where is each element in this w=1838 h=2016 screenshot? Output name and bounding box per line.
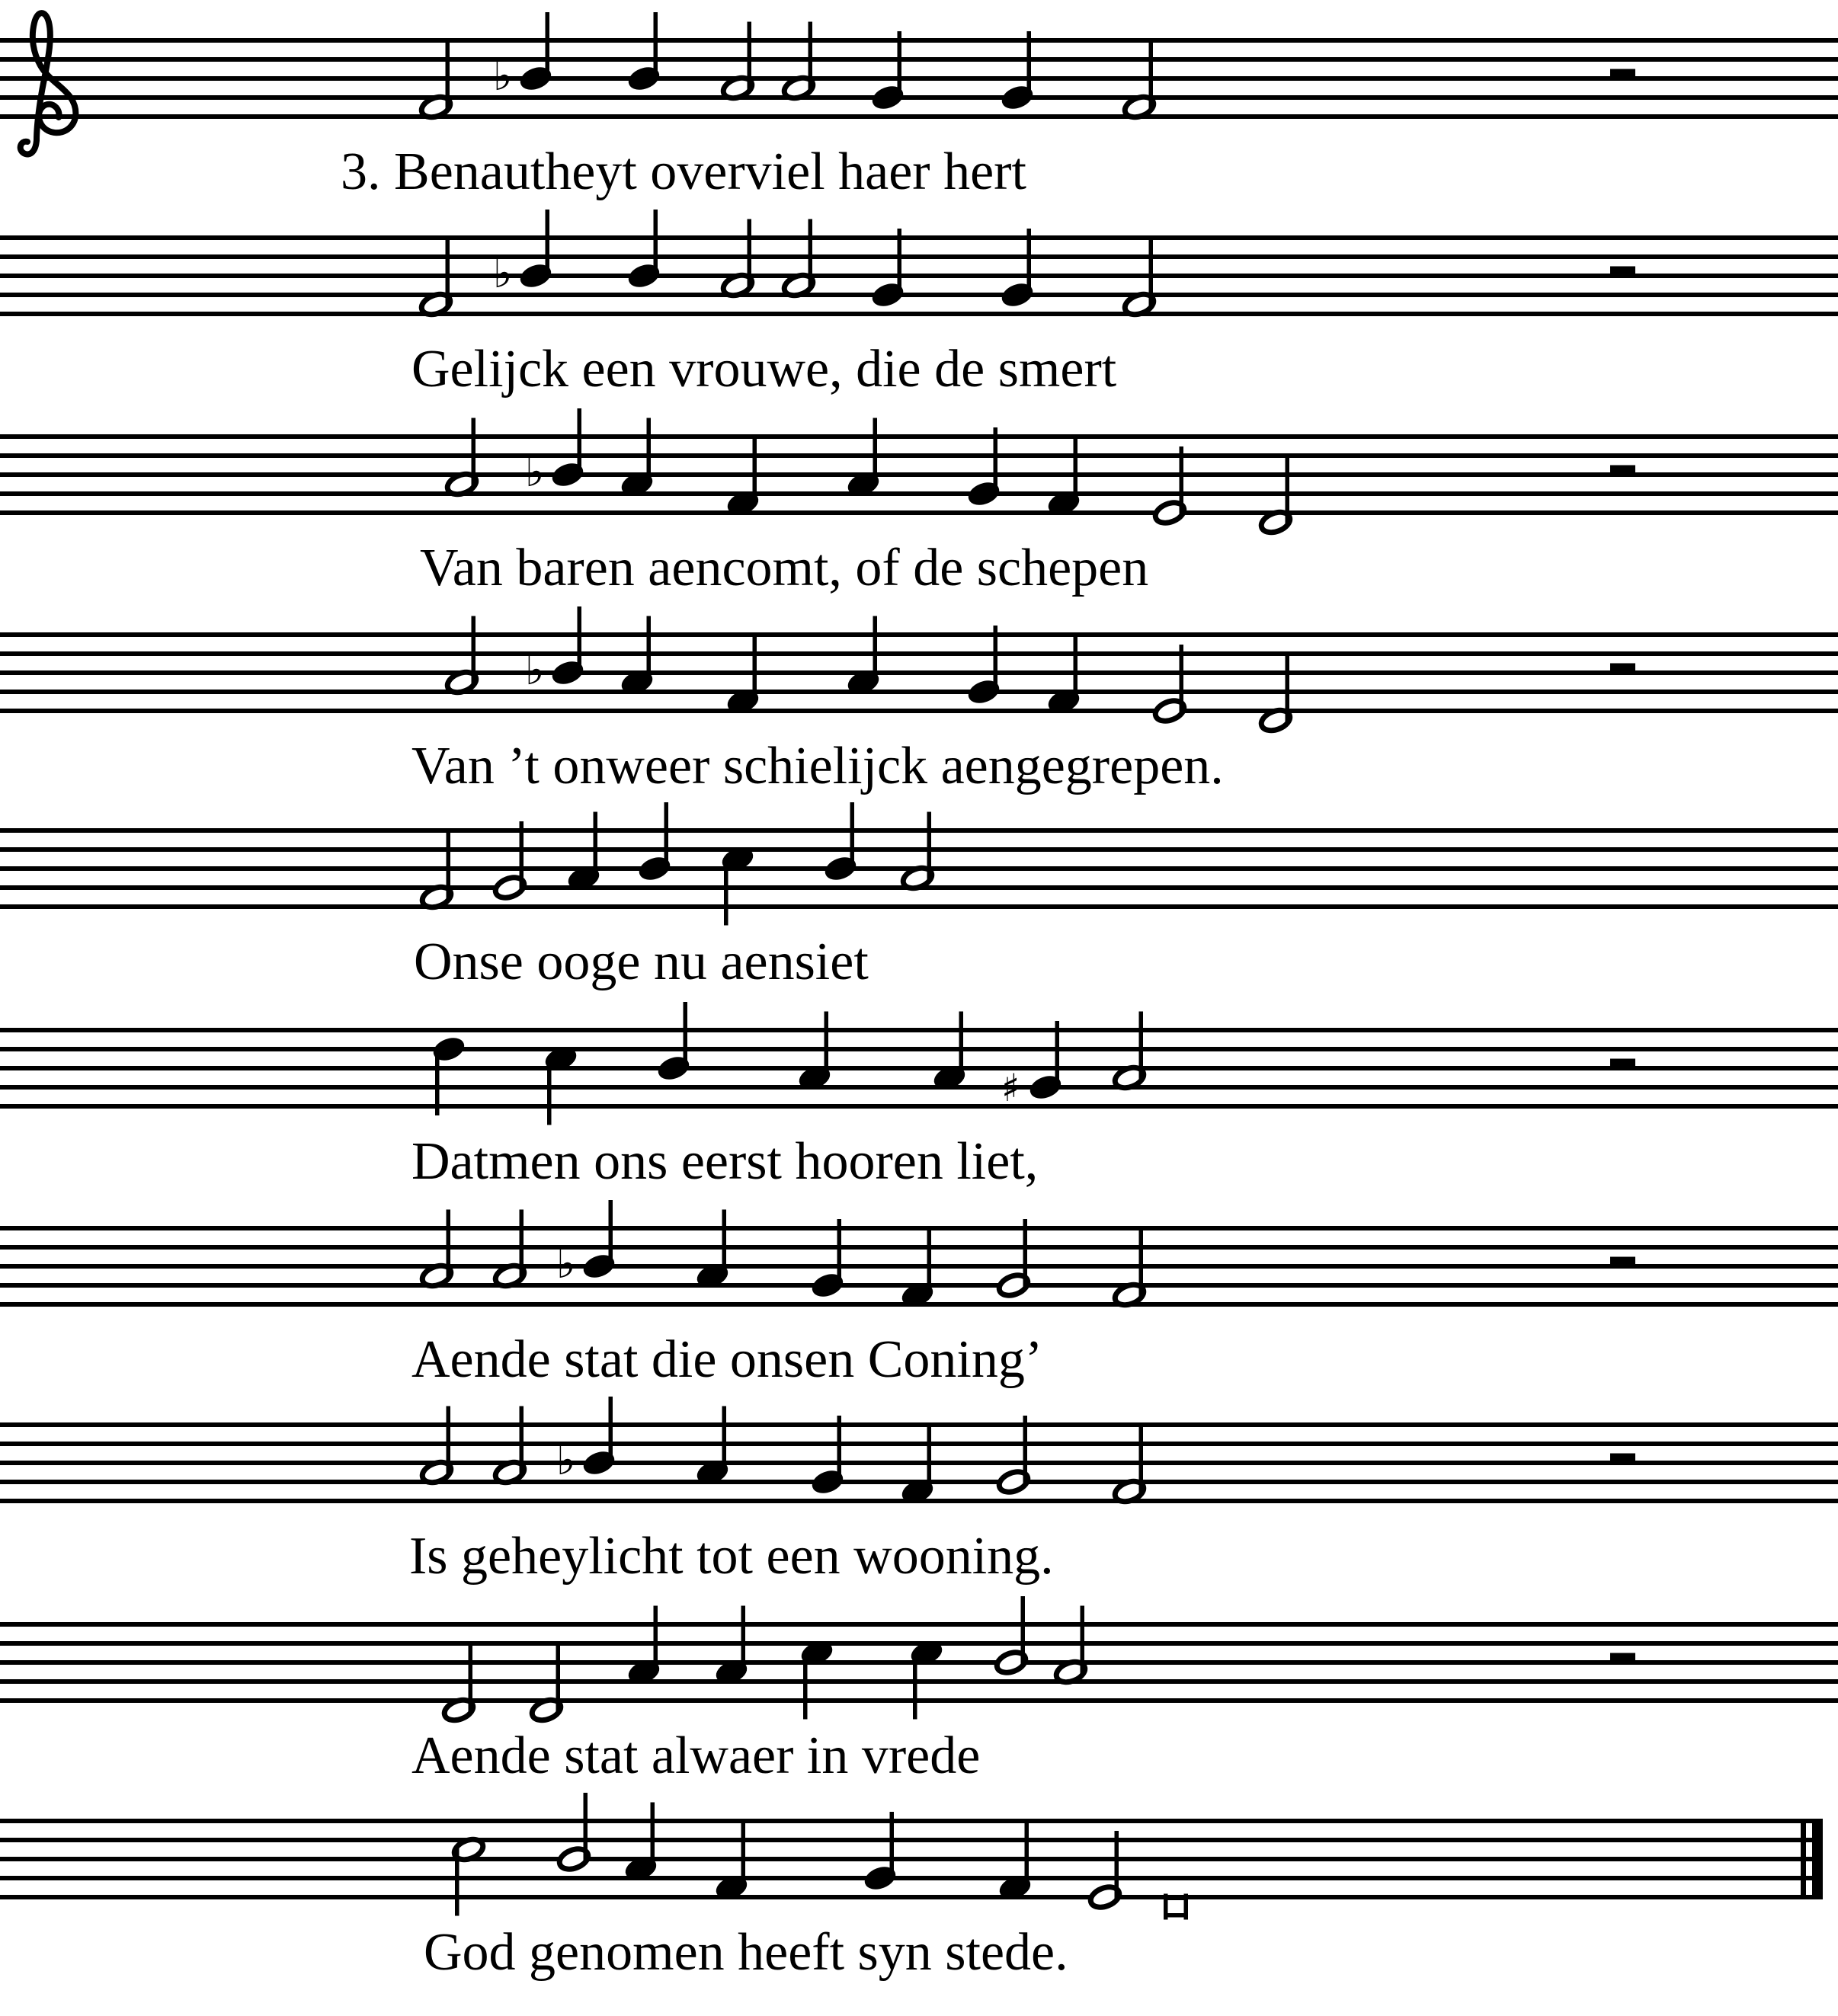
- staff-line: [0, 670, 1838, 675]
- note-stem: [959, 1012, 964, 1080]
- note-stem: [654, 210, 658, 277]
- note-stem: [850, 802, 855, 870]
- note-stem: [472, 616, 476, 684]
- note-stem: [1027, 229, 1032, 296]
- lyric-line-10: God genomen heeft syn stede.: [424, 1923, 1068, 1982]
- note-stem: [1149, 41, 1154, 109]
- lyric-line-4: Van ’t onweer schielijck aengegrepen.: [411, 737, 1224, 795]
- staff-line: [0, 828, 1838, 833]
- half-rest: [1610, 1454, 1635, 1464]
- note-stem: [609, 1397, 613, 1464]
- staff-line: [0, 491, 1838, 496]
- note-stem: [447, 1210, 451, 1278]
- staff-line: [0, 1245, 1838, 1250]
- note-stem: [890, 1812, 895, 1880]
- staff-line: [0, 1028, 1838, 1032]
- note-stem: [435, 1048, 440, 1115]
- staff-line: [0, 274, 1838, 278]
- note-stem: [1074, 635, 1078, 703]
- staff-line: [0, 904, 1838, 909]
- lyric-line-3: Van baren aencomt, of de schepen: [420, 539, 1149, 597]
- staff-line: [0, 1857, 1823, 1861]
- staff-line: [0, 57, 1838, 62]
- staff-line: [0, 1047, 1838, 1051]
- staff-line: [0, 709, 1838, 713]
- staff-line: [0, 690, 1838, 694]
- staff-line: [0, 254, 1838, 259]
- half-rest: [1610, 1653, 1635, 1663]
- lyric-line-6: Datmen ons eerst hooren liet,: [411, 1132, 1039, 1191]
- note-stem: [927, 1229, 932, 1297]
- note-stem: [803, 1652, 808, 1720]
- note-stem: [825, 1012, 829, 1080]
- note-stem: [447, 1406, 451, 1474]
- staff-line: [0, 1622, 1838, 1627]
- staff-line: [0, 1819, 1823, 1823]
- staff-line: [0, 1838, 1823, 1842]
- note-stem: [1023, 1219, 1028, 1287]
- staff-line: [0, 1104, 1838, 1109]
- half-rest: [1610, 466, 1635, 475]
- note-stem: [898, 31, 902, 99]
- note-stem: [994, 626, 998, 693]
- note-stem: [741, 1606, 746, 1674]
- note-stem: [447, 831, 451, 899]
- staff-line: [0, 1698, 1838, 1703]
- note-stem: [837, 1219, 842, 1287]
- note-stem: [898, 229, 902, 296]
- note-stem: [546, 12, 550, 80]
- note-stem: [472, 418, 476, 486]
- staff-line: [0, 312, 1838, 316]
- staff-line: [0, 1264, 1838, 1269]
- staff-line: [0, 1422, 1838, 1427]
- staff-line: [0, 1226, 1838, 1230]
- note-stem: [1180, 446, 1184, 514]
- lyric-line-9: Aende stat alwaer in vrede: [411, 1726, 981, 1785]
- notation-layer: [0, 12, 1838, 1920]
- note-stem: [556, 1644, 561, 1712]
- staff-line: [0, 95, 1838, 100]
- flat-icon: ♭: [493, 52, 513, 100]
- staff-line: [0, 76, 1838, 81]
- staff-line: [0, 434, 1838, 439]
- note-stem: [741, 1822, 746, 1890]
- half-rest: [1610, 1059, 1635, 1069]
- note-stem: [1115, 1831, 1119, 1899]
- note-stem: [1027, 31, 1032, 99]
- staff-line: [0, 114, 1838, 119]
- final-barline-thick: [1812, 1819, 1823, 1899]
- note-stem: [578, 606, 582, 674]
- staff-line: [0, 1066, 1838, 1070]
- note-stem: [809, 22, 813, 90]
- note-stem: [546, 210, 550, 277]
- note-stem: [837, 1416, 842, 1483]
- lyric-line-7: Aende stat die onsen Coning’: [411, 1330, 1043, 1389]
- note-stem: [654, 1606, 658, 1674]
- note-stem: [651, 1803, 655, 1870]
- note-stem: [873, 418, 878, 486]
- note-stem: [520, 821, 524, 889]
- note-stem: [594, 812, 598, 880]
- flat-icon: ♭: [556, 1240, 576, 1288]
- note-stem: [1180, 645, 1184, 712]
- half-rest: [1610, 267, 1635, 277]
- staff-line: [0, 1895, 1823, 1899]
- note-stem: [748, 219, 752, 287]
- note-stem: [927, 1426, 932, 1493]
- half-rest: [1610, 69, 1635, 79]
- staff-line: [0, 472, 1838, 477]
- half-rest: [1610, 1257, 1635, 1267]
- note-stem: [722, 1210, 727, 1278]
- note-stem: [664, 802, 669, 870]
- note-stem: [455, 1848, 460, 1916]
- note-stem: [1081, 1606, 1085, 1674]
- note-stem: [1286, 654, 1290, 722]
- note-stem: [1074, 437, 1078, 505]
- staff-line: [0, 293, 1838, 297]
- flat-icon: ♭: [525, 448, 545, 496]
- staff-line: [0, 632, 1838, 637]
- note-stem: [654, 12, 658, 80]
- half-rest: [1610, 664, 1635, 674]
- staff-line: [0, 510, 1838, 515]
- note-stem: [609, 1200, 613, 1268]
- note-stem: [1139, 1426, 1144, 1493]
- note-stem: [469, 1644, 473, 1712]
- breve-notehead: [1164, 1894, 1168, 1920]
- breve-notehead: [1184, 1894, 1189, 1920]
- note-stem: [1286, 456, 1290, 524]
- flat-icon: ♭: [556, 1436, 576, 1484]
- flat-icon: ♭: [525, 646, 545, 694]
- note-stem: [873, 616, 878, 684]
- staff-line: [0, 235, 1838, 240]
- lyric-line-2: Gelijck een vrouwe, die de smert: [411, 340, 1117, 398]
- staff-line: [0, 38, 1838, 43]
- note-stem: [446, 238, 450, 306]
- note-stem: [809, 219, 813, 287]
- staff-line: [0, 651, 1838, 656]
- note-stem: [1055, 1021, 1060, 1089]
- note-stem: [684, 1002, 688, 1070]
- note-stem: [994, 427, 998, 495]
- note-stem: [1139, 1229, 1144, 1297]
- note-stem: [1023, 1416, 1028, 1483]
- staff-line: [0, 453, 1838, 458]
- note-stem: [724, 858, 728, 926]
- sharp-icon: ♯: [1001, 1066, 1020, 1110]
- note-stem: [1025, 1822, 1029, 1890]
- staff-line: [0, 1876, 1823, 1880]
- note-stem: [913, 1652, 917, 1720]
- final-barline-thin: [1801, 1819, 1806, 1899]
- staff-line: [0, 1641, 1838, 1646]
- note-stem: [547, 1058, 552, 1125]
- note-stem: [753, 437, 757, 505]
- note-stem: [446, 41, 450, 109]
- note-stem: [584, 1793, 588, 1861]
- lyric-line-8: Is geheylicht tot een wooning.: [409, 1527, 1054, 1586]
- staff-line: [0, 1085, 1838, 1090]
- note-stem: [748, 22, 752, 90]
- note-stem: [1149, 238, 1154, 306]
- note-stem: [1021, 1596, 1026, 1664]
- staff-line: [0, 1442, 1838, 1446]
- staff-line: [0, 847, 1838, 852]
- note-stem: [722, 1406, 727, 1474]
- note-stem: [1139, 1012, 1144, 1080]
- note-stem: [647, 418, 652, 486]
- note-stem: [927, 812, 932, 880]
- note-stem: [753, 635, 757, 703]
- note-stem: [520, 1406, 524, 1474]
- note-stem: [647, 616, 652, 684]
- staff-line: [0, 1679, 1838, 1684]
- flat-icon: ♭: [493, 249, 513, 297]
- lyric-line-5: Onse ooge nu aensiet: [414, 933, 869, 991]
- note-stem: [520, 1210, 524, 1278]
- staff-line: [0, 1461, 1838, 1465]
- note-stem: [578, 408, 582, 476]
- lyric-line-1: 3. Benautheyt overviel haer hert: [341, 142, 1026, 201]
- treble-clef-icon: [21, 13, 76, 154]
